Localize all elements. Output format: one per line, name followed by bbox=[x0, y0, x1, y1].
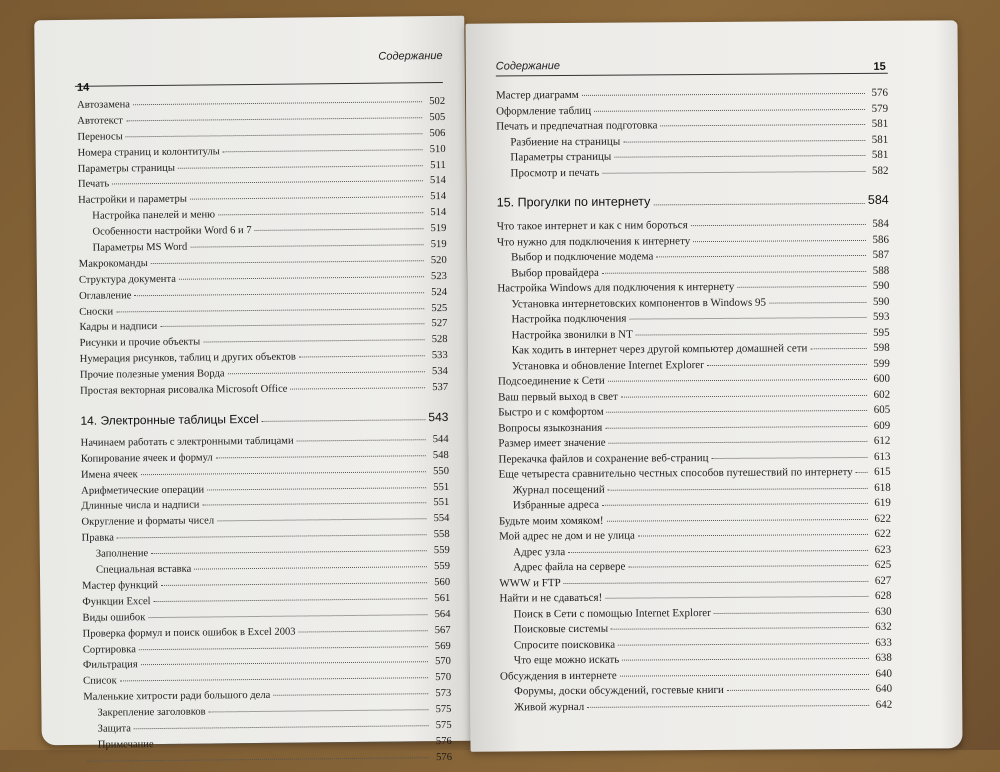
dot-leader bbox=[653, 202, 865, 204]
toc-entry-page: 581 bbox=[871, 117, 889, 130]
toc-entry-title: Поисковые системы bbox=[513, 622, 609, 636]
toc-entry-title: Мой адрес не дом и не улица bbox=[499, 529, 635, 543]
toc-entry-title: Спросите поисковика bbox=[513, 638, 616, 651]
toc-entry-title: Что еще можно искать bbox=[513, 653, 620, 667]
toc-entry-title: Арифметические операции bbox=[81, 484, 205, 497]
table-of-contents bbox=[496, 87, 892, 717]
dot-leader bbox=[148, 614, 427, 618]
dot-leader bbox=[133, 101, 422, 105]
running-head: Содержание bbox=[378, 49, 443, 63]
toc-entry-page: 618 bbox=[874, 481, 891, 494]
dot-leader bbox=[297, 439, 426, 441]
toc-entry-title: Кадры и надписи bbox=[79, 321, 158, 334]
dot-leader bbox=[217, 519, 426, 522]
toc-entry-title: Адрес узла bbox=[513, 545, 566, 558]
dot-leader bbox=[636, 332, 867, 335]
toc-entry-title: 15. Прогулки по интернету bbox=[496, 194, 651, 210]
toc-entry-title: Настройка панелей и меню bbox=[92, 209, 216, 222]
dot-leader bbox=[179, 276, 424, 280]
table-of-contents bbox=[77, 96, 452, 771]
toc-entry-page: 554 bbox=[433, 513, 450, 525]
toc-entry-page: 579 bbox=[871, 102, 889, 115]
toc-entry-page: 595 bbox=[873, 326, 890, 339]
dot-leader bbox=[112, 181, 423, 185]
toc-entry-title: Автозамена bbox=[77, 99, 131, 111]
toc-entry-title: Закрепление заголовков bbox=[97, 706, 206, 719]
toc-entry-page: 576 bbox=[435, 735, 452, 747]
dot-leader bbox=[290, 387, 425, 389]
toc-entry-title: Автотекст bbox=[77, 115, 123, 127]
page-number: 15 bbox=[873, 60, 886, 73]
toc-entry-title: Установка и обновление Internet Explorer bbox=[511, 358, 704, 372]
toc-entry-page: 559 bbox=[434, 560, 451, 573]
dot-leader bbox=[602, 503, 868, 506]
toc-entry-page: 510 bbox=[429, 143, 446, 155]
toc-entry-title: Что такое интернет и как с ним бороться bbox=[496, 219, 688, 233]
toc-entry-title: Ваш первый выход в свет bbox=[498, 390, 618, 404]
dot-leader bbox=[856, 472, 868, 473]
toc-entry-title: Оформление таблиц bbox=[496, 104, 592, 118]
toc-entry-title: Обсуждения в интернете bbox=[499, 669, 617, 683]
toc-entry-page: 622 bbox=[874, 512, 891, 525]
toc-entry-page: 576 bbox=[871, 86, 888, 99]
dot-leader bbox=[126, 117, 422, 121]
toc-entry-page: 564 bbox=[434, 608, 451, 620]
dot-leader bbox=[737, 286, 866, 288]
dot-leader bbox=[618, 642, 869, 645]
dot-leader bbox=[629, 317, 866, 320]
toc-entry-title: Параметры MS Word bbox=[92, 241, 188, 254]
toc-entry-title: Будьте моим хомяком! bbox=[498, 514, 604, 528]
toc-entry-title: Мастер диаграмм bbox=[495, 88, 579, 102]
dot-leader bbox=[299, 630, 428, 632]
toc-entry-title: Выбор провайдера bbox=[511, 266, 599, 279]
toc-entry-page: 514 bbox=[429, 175, 446, 187]
toc-entry-title: Список bbox=[83, 675, 117, 688]
toc-entry-page: 524 bbox=[431, 286, 448, 298]
dot-leader bbox=[178, 165, 423, 169]
toc-entry bbox=[84, 752, 452, 772]
toc-entry-page: 567 bbox=[434, 624, 451, 636]
dot-leader bbox=[190, 197, 423, 200]
dot-leader bbox=[141, 662, 428, 666]
toc-entry-title: Маленькие хитрости ради большого дела bbox=[83, 690, 271, 703]
toc-entry-title: Просмотр и печать bbox=[510, 166, 600, 179]
toc-entry-page: 615 bbox=[874, 465, 891, 478]
toc-entry-page: 633 bbox=[875, 636, 892, 649]
toc-entry-page: 551 bbox=[433, 481, 450, 493]
toc-entry-page: 642 bbox=[875, 698, 893, 711]
dot-leader bbox=[223, 149, 423, 152]
toc-entry-page: 584 bbox=[867, 192, 889, 207]
toc-entry-page: 505 bbox=[429, 111, 446, 124]
toc-entry-page: 627 bbox=[874, 574, 892, 587]
toc-entry-page: 548 bbox=[432, 449, 449, 461]
toc-entry-title: WWW и FTP bbox=[499, 576, 561, 590]
dot-leader bbox=[87, 757, 429, 762]
dot-leader bbox=[611, 627, 869, 630]
toc-entry-title: Начинаем работать с электронными таблицами bbox=[80, 435, 294, 449]
dot-leader bbox=[216, 455, 426, 458]
toc-entry-page: 587 bbox=[872, 248, 890, 261]
toc-entry-page: 570 bbox=[435, 656, 452, 668]
toc-entry-title: Как ходить в интернет через другой компьютер домашней сети bbox=[511, 342, 808, 357]
toc-entry-title: Номера страниц и колонтитулы bbox=[77, 146, 220, 159]
toc-entry-title: Разбиение на страницы bbox=[510, 135, 621, 148]
toc-entry-title: Простая векторная рисовалка Microsoft Office bbox=[80, 383, 288, 397]
dot-leader bbox=[157, 741, 429, 745]
toc-entry-title: Фильтрация bbox=[82, 659, 138, 672]
toc-entry-title: Проверка формул и поиск ошибок в Excel 2003 bbox=[82, 626, 296, 640]
dot-leader bbox=[116, 308, 424, 312]
toc-entry-page: 623 bbox=[874, 543, 892, 556]
dot-leader bbox=[568, 549, 868, 552]
dot-leader bbox=[622, 658, 869, 661]
toc-entry-page: 609 bbox=[873, 419, 891, 432]
toc-entry-page: 599 bbox=[873, 357, 890, 370]
toc-entry-page: 520 bbox=[430, 254, 447, 267]
dot-leader bbox=[151, 550, 427, 554]
toc-entry-page: 569 bbox=[434, 640, 451, 652]
toc-entry-page: 528 bbox=[431, 334, 448, 346]
dot-leader bbox=[262, 420, 426, 423]
toc-entry-page: 519 bbox=[430, 238, 447, 251]
dot-leader bbox=[623, 139, 865, 142]
toc-entry-title: Особенности настройки Word 6 и 7 bbox=[92, 225, 252, 238]
toc-entry-page: 581 bbox=[871, 133, 889, 146]
toc-entry-page: 630 bbox=[875, 605, 892, 618]
toc-entry-page: 632 bbox=[875, 620, 892, 633]
dot-leader bbox=[218, 212, 423, 215]
toc-entry-title: Избранные адреса bbox=[512, 498, 599, 512]
toc-entry-title: Мастер функций bbox=[82, 579, 159, 592]
dot-leader bbox=[587, 704, 869, 707]
toc-entry-page: 640 bbox=[875, 667, 893, 680]
toc-entry-page: 559 bbox=[433, 545, 450, 557]
dot-leader bbox=[707, 363, 867, 365]
toc-entry-title: Макрокоманды bbox=[78, 258, 148, 270]
dot-leader bbox=[209, 709, 429, 712]
dot-leader bbox=[628, 565, 868, 568]
dot-leader bbox=[154, 598, 428, 602]
toc-entry-page: 511 bbox=[430, 159, 446, 171]
toc-entry-title: Журнал посещений bbox=[512, 483, 605, 496]
dot-leader bbox=[620, 673, 869, 676]
dot-leader bbox=[810, 348, 866, 349]
dot-leader bbox=[117, 534, 427, 538]
dot-leader bbox=[711, 456, 867, 458]
toc-entry-title: Настройка звонилки в NT bbox=[511, 328, 633, 341]
toc-entry-page: 543 bbox=[428, 409, 449, 425]
dot-leader bbox=[228, 371, 425, 374]
dot-leader bbox=[691, 224, 866, 226]
dot-leader bbox=[190, 244, 423, 247]
toc-entry-title: Выбор и подключение модема bbox=[511, 250, 654, 264]
toc-entry-title: Специальная вставка bbox=[95, 563, 192, 576]
dot-leader bbox=[203, 340, 424, 343]
header-rule bbox=[75, 82, 443, 87]
toc-entry-title: Защита bbox=[97, 723, 132, 735]
toc-entry-page: 551 bbox=[433, 497, 450, 509]
toc-entry-page: 519 bbox=[430, 223, 447, 235]
left-page bbox=[34, 16, 472, 763]
toc-entry-page: 600 bbox=[873, 372, 890, 385]
header-rule bbox=[496, 73, 888, 77]
toc-entry-page: 613 bbox=[873, 450, 891, 463]
dot-leader bbox=[693, 239, 866, 241]
toc-entry-title: Еще четыреста сравнительно честных способов путешествий по интернету bbox=[498, 466, 853, 481]
dot-leader bbox=[660, 124, 865, 126]
dot-leader bbox=[609, 441, 868, 444]
dot-leader bbox=[608, 379, 867, 382]
toc-entry-title: 14. Электронные таблицы Excel bbox=[80, 411, 259, 428]
toc-entry-page: 570 bbox=[435, 672, 452, 684]
toc-entry-title: Правка bbox=[81, 532, 115, 545]
dot-leader bbox=[621, 394, 867, 397]
dot-leader bbox=[602, 170, 865, 173]
dot-leader bbox=[161, 582, 427, 586]
toc-entry-title: Форумы, доски обсуждений, гостевые книги bbox=[514, 683, 724, 698]
dot-leader bbox=[139, 646, 428, 650]
toc-entry-page: 593 bbox=[872, 310, 890, 323]
toc-entry-title: Оглавление bbox=[79, 289, 132, 302]
toc-entry-page: 534 bbox=[431, 366, 448, 378]
toc-entry-title: Длинные числа и надписи bbox=[81, 500, 200, 513]
toc-entry-page: 537 bbox=[432, 381, 449, 394]
toc-entry-page: 586 bbox=[872, 233, 890, 246]
toc-entry-title: Виды ошибок bbox=[82, 611, 146, 624]
chapter-heading bbox=[80, 404, 448, 434]
dot-leader bbox=[151, 260, 424, 264]
toc-entry-page: 622 bbox=[874, 527, 892, 540]
toc-entry bbox=[496, 164, 888, 182]
toc-entry-title: Настройки и параметры bbox=[78, 194, 187, 207]
toc-entry-page: 638 bbox=[875, 651, 892, 664]
dot-leader bbox=[605, 425, 867, 428]
dot-leader bbox=[607, 410, 868, 413]
toc-entry-page: 598 bbox=[873, 341, 890, 354]
toc-entry-page: 590 bbox=[872, 295, 890, 308]
dot-leader bbox=[656, 255, 866, 257]
toc-entry-title: Подсоединение к Сети bbox=[497, 374, 605, 388]
toc-entry-title: Адрес файла на сервере bbox=[513, 560, 626, 574]
chapter-heading bbox=[497, 186, 889, 217]
dot-leader bbox=[273, 693, 428, 696]
toc-entry-title: Параметры страницы bbox=[510, 150, 612, 164]
toc-entry-page: 612 bbox=[873, 434, 891, 447]
toc-entry-page: 584 bbox=[872, 217, 889, 230]
toc-entry-title: Примечание bbox=[97, 738, 154, 751]
toc-entry-page: 533 bbox=[431, 350, 448, 362]
dot-leader bbox=[607, 518, 868, 521]
dot-leader bbox=[714, 611, 869, 613]
dot-leader bbox=[194, 566, 427, 569]
toc-entry-page: 588 bbox=[872, 264, 890, 277]
toc-entry-page: 605 bbox=[873, 403, 891, 416]
toc-entry-page: 619 bbox=[874, 496, 891, 509]
toc-entry-title: Сноски bbox=[79, 306, 114, 318]
dot-leader bbox=[255, 228, 424, 231]
toc-entry-title: Переносы bbox=[77, 131, 123, 143]
toc-entry-page: 590 bbox=[872, 279, 890, 292]
toc-entry-title: Параметры страницы bbox=[77, 162, 175, 175]
toc-entry-title: Живой журнал bbox=[514, 700, 585, 713]
toc-entry-page: 525 bbox=[431, 302, 448, 314]
toc-entry-page: 576 bbox=[436, 751, 453, 763]
toc-entry-page: 502 bbox=[429, 95, 446, 108]
toc-entry-page: 573 bbox=[435, 688, 452, 700]
dot-leader bbox=[608, 487, 868, 490]
toc-entry-page: 581 bbox=[871, 148, 889, 161]
page-number: 14 bbox=[76, 81, 90, 94]
toc-entry-title: Сортировка bbox=[82, 643, 136, 656]
toc-entry-page: 558 bbox=[433, 529, 450, 541]
toc-entry-page: 602 bbox=[873, 388, 891, 401]
toc-entry-title: Что нужно для подключения к интернету bbox=[496, 234, 691, 249]
dot-leader bbox=[141, 471, 426, 475]
toc-entry-page: 625 bbox=[874, 558, 892, 571]
toc-entry-title: Прочие полезные умения Ворда bbox=[79, 368, 225, 381]
toc-entry-title: Перекачка файлов и сохранение веб-страниц bbox=[498, 451, 709, 466]
toc-entry-page: 527 bbox=[431, 318, 448, 330]
toc-entry-page: 575 bbox=[435, 719, 452, 732]
toc-entry-title: Поиск в Сети с помощью Internet Explorer bbox=[513, 606, 711, 620]
toc-entry-page: 514 bbox=[430, 191, 447, 203]
toc-entry-title: Настройка Windows для подключения к интернету bbox=[497, 280, 735, 295]
running-head: Содержание bbox=[495, 60, 561, 73]
toc-entry bbox=[500, 698, 892, 716]
toc-entry-page: 575 bbox=[435, 704, 452, 716]
toc-entry-title: Настройка подключения bbox=[511, 312, 627, 326]
toc-entry-title: Копирование ячеек и формул bbox=[80, 452, 213, 465]
toc-entry-page: 550 bbox=[433, 465, 450, 477]
dot-leader bbox=[769, 301, 866, 303]
toc-entry-title: Быстро и с комфортом bbox=[498, 405, 604, 419]
dot-leader bbox=[299, 355, 425, 357]
toc-entry-title: Рисунки и прочие объекты bbox=[79, 336, 201, 350]
dot-leader bbox=[638, 534, 868, 537]
dot-leader bbox=[594, 108, 865, 111]
dot-leader bbox=[126, 133, 423, 137]
dot-leader bbox=[602, 270, 866, 273]
toc-entry-page: 523 bbox=[430, 270, 447, 282]
toc-entry-page: 544 bbox=[432, 433, 449, 446]
dot-leader bbox=[564, 580, 869, 583]
toc-entry-title: Печать и предпечатная подготовка bbox=[496, 119, 658, 133]
toc-entry-page: 560 bbox=[434, 576, 451, 589]
dot-leader bbox=[605, 596, 868, 599]
toc-entry-page: 628 bbox=[874, 589, 892, 602]
toc-entry-page: 640 bbox=[875, 682, 893, 695]
toc-entry-title: Найти и не сдаваться! bbox=[499, 591, 603, 605]
toc-entry-page: 561 bbox=[434, 592, 451, 604]
dot-leader bbox=[727, 689, 869, 691]
toc-entry-title: Округление и форматы чисел bbox=[81, 515, 215, 529]
dot-leader bbox=[134, 725, 429, 729]
dot-leader bbox=[614, 155, 865, 158]
toc-entry-title: Вопросы языкознания bbox=[498, 421, 603, 435]
dot-leader bbox=[582, 93, 865, 96]
dot-leader bbox=[120, 677, 428, 681]
dot-leader bbox=[202, 503, 426, 506]
toc-entry-title: Имена ячеек bbox=[80, 468, 138, 481]
toc-entry-title: Размер имеет значение bbox=[498, 436, 606, 450]
dot-leader bbox=[160, 324, 424, 328]
toc-entry-page: 506 bbox=[429, 127, 446, 139]
toc-entry-title: Установка интернетовских компонентов в Windows 95 bbox=[511, 296, 767, 310]
toc-entry-title: Печать bbox=[77, 178, 110, 191]
toc-entry-page: 582 bbox=[871, 164, 889, 177]
toc-entry-title: Функции Excel bbox=[82, 595, 151, 608]
toc-entry bbox=[80, 382, 448, 402]
toc-entry-title: Структура документа bbox=[78, 273, 176, 286]
dot-leader bbox=[134, 292, 424, 296]
toc-entry-title: Заполнение bbox=[95, 548, 149, 560]
toc-entry-page: 514 bbox=[430, 207, 447, 219]
toc-entry-title: Нумерация рисунков, таблиц и других объектов bbox=[79, 351, 296, 366]
dot-leader bbox=[207, 487, 426, 490]
right-page bbox=[465, 20, 962, 751]
